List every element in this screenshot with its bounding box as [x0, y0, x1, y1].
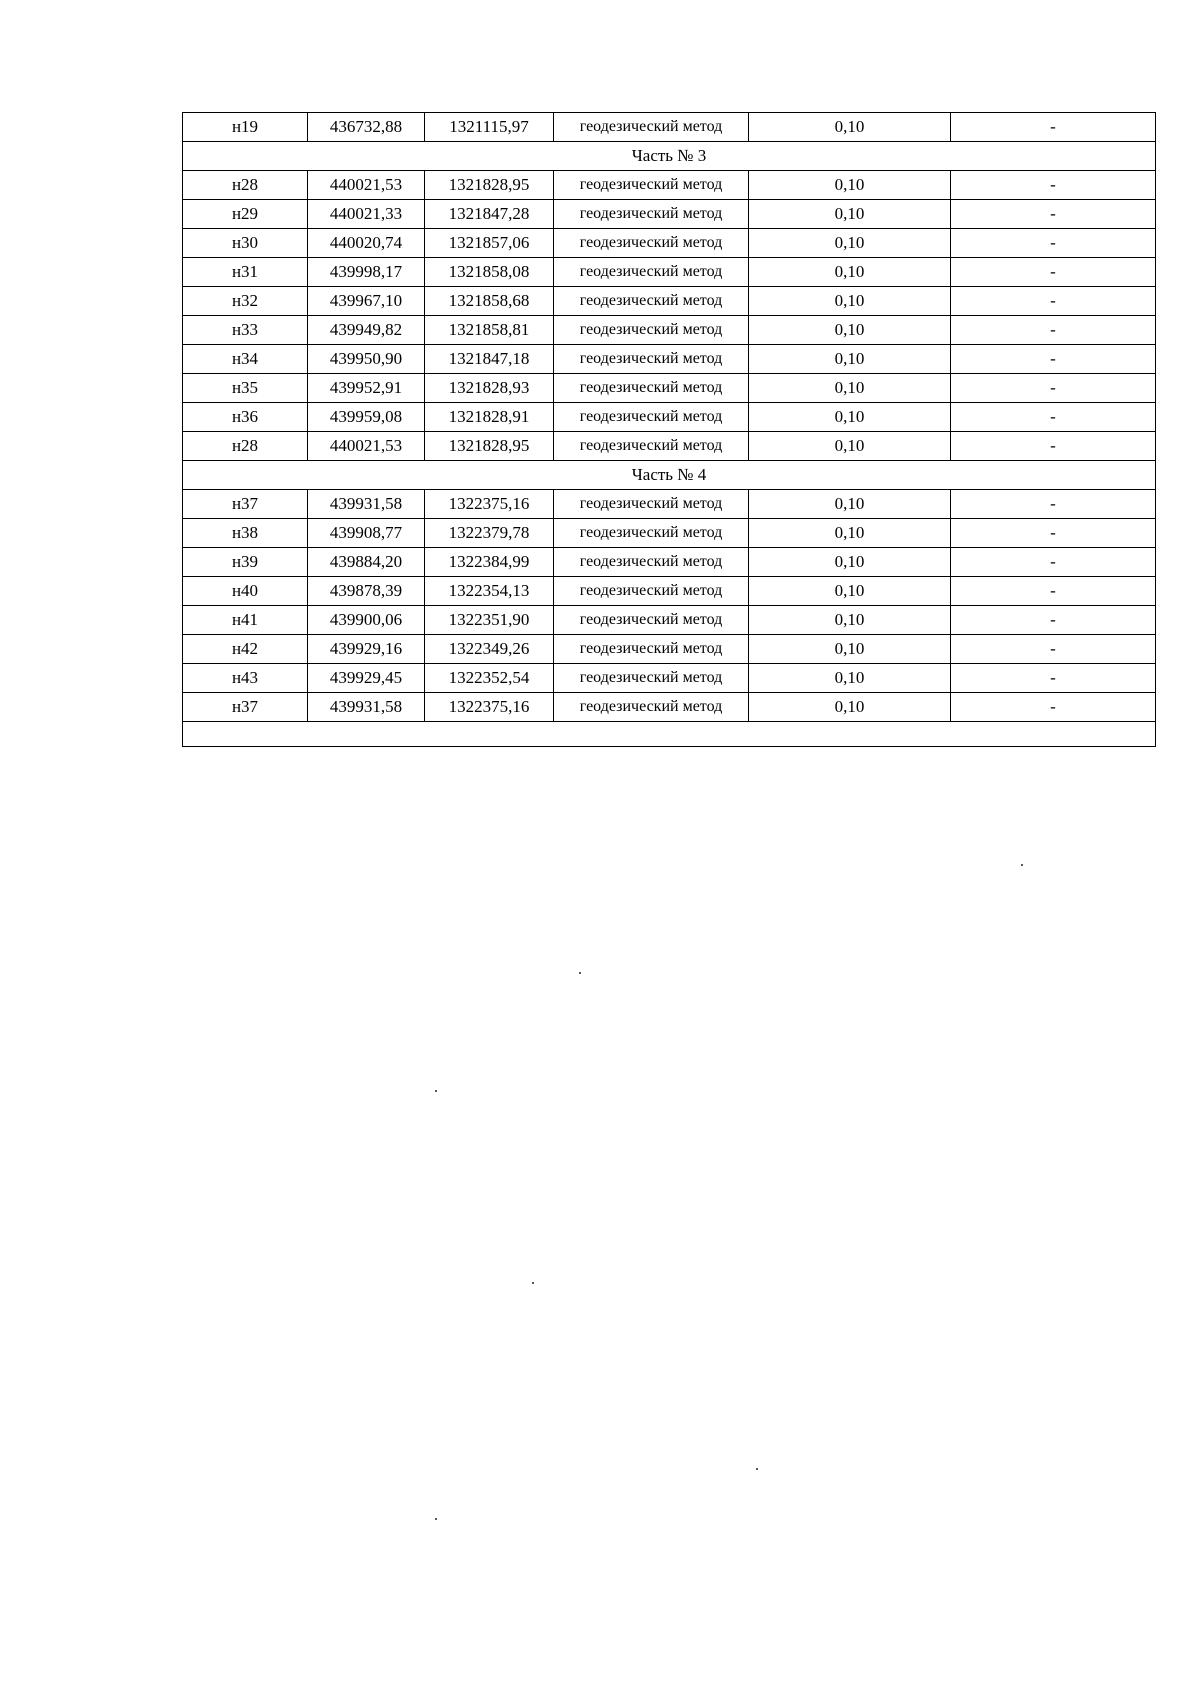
- method-cell: геодезический метод: [554, 519, 749, 548]
- table-row: [183, 693, 1156, 722]
- x-coordinate-cell: 439952,91: [308, 374, 425, 403]
- x-coordinate-cell: 440021,33: [308, 200, 425, 229]
- table-row: [183, 258, 1156, 287]
- y-coordinate-cell: 1321847,28: [425, 200, 554, 229]
- note-cell: -: [951, 432, 1156, 461]
- x-coordinate-cell: 439884,20: [308, 548, 425, 577]
- accuracy-cell: 0,10: [749, 577, 951, 606]
- note-cell: -: [951, 258, 1156, 287]
- table-row: [183, 229, 1156, 258]
- x-coordinate-cell: 439900,06: [308, 606, 425, 635]
- y-coordinate-cell: 1321115,97: [425, 113, 554, 142]
- scan-speck: [532, 1282, 534, 1284]
- table-row: [183, 519, 1156, 548]
- method-cell: геодезический метод: [554, 606, 749, 635]
- method-cell: геодезический метод: [554, 258, 749, 287]
- y-coordinate-cell: 1321858,08: [425, 258, 554, 287]
- x-coordinate-cell: 439908,77: [308, 519, 425, 548]
- point-id-cell: н35: [183, 374, 308, 403]
- accuracy-cell: 0,10: [749, 113, 951, 142]
- accuracy-cell: 0,10: [749, 606, 951, 635]
- point-id-cell: н19: [183, 113, 308, 142]
- y-coordinate-cell: 1322354,13: [425, 577, 554, 606]
- table-row: [183, 635, 1156, 664]
- y-coordinate-cell: 1322349,26: [425, 635, 554, 664]
- accuracy-cell: 0,10: [749, 229, 951, 258]
- y-coordinate-cell: 1322351,90: [425, 606, 554, 635]
- method-cell: геодезический метод: [554, 200, 749, 229]
- point-id-cell: н31: [183, 258, 308, 287]
- table-row: [183, 345, 1156, 374]
- point-id-cell: н33: [183, 316, 308, 345]
- x-coordinate-cell: 436732,88: [308, 113, 425, 142]
- table-row: [183, 548, 1156, 577]
- x-coordinate-cell: 439967,10: [308, 287, 425, 316]
- point-id-cell: н36: [183, 403, 308, 432]
- y-coordinate-cell: 1322384,99: [425, 548, 554, 577]
- table-row: [183, 287, 1156, 316]
- accuracy-cell: 0,10: [749, 374, 951, 403]
- point-id-cell: н43: [183, 664, 308, 693]
- y-coordinate-cell: 1321828,95: [425, 432, 554, 461]
- note-cell: -: [951, 229, 1156, 258]
- table-row: [183, 403, 1156, 432]
- method-cell: геодезический метод: [554, 287, 749, 316]
- y-coordinate-cell: 1321858,81: [425, 316, 554, 345]
- x-coordinate-cell: 439931,58: [308, 693, 425, 722]
- note-cell: -: [951, 113, 1156, 142]
- y-coordinate-cell: 1322352,54: [425, 664, 554, 693]
- accuracy-cell: 0,10: [749, 664, 951, 693]
- accuracy-cell: 0,10: [749, 200, 951, 229]
- y-coordinate-cell: 1322375,16: [425, 693, 554, 722]
- scan-speck: [1021, 864, 1023, 866]
- section-header-row: [183, 142, 1156, 171]
- section-title: Часть № 3: [183, 142, 1156, 171]
- method-cell: геодезический метод: [554, 345, 749, 374]
- point-id-cell: н28: [183, 171, 308, 200]
- note-cell: -: [951, 519, 1156, 548]
- scan-speck: [579, 972, 581, 974]
- scan-speck: [435, 1090, 437, 1092]
- point-id-cell: н30: [183, 229, 308, 258]
- method-cell: геодезический метод: [554, 664, 749, 693]
- x-coordinate-cell: 439959,08: [308, 403, 425, 432]
- method-cell: геодезический метод: [554, 490, 749, 519]
- section-header-row: [183, 461, 1156, 490]
- accuracy-cell: 0,10: [749, 519, 951, 548]
- accuracy-cell: 0,10: [749, 490, 951, 519]
- accuracy-cell: 0,10: [749, 316, 951, 345]
- coordinates-table-body: [183, 113, 1156, 747]
- table-row: [183, 577, 1156, 606]
- note-cell: -: [951, 374, 1156, 403]
- note-cell: -: [951, 345, 1156, 374]
- method-cell: геодезический метод: [554, 316, 749, 345]
- note-cell: -: [951, 490, 1156, 519]
- x-coordinate-cell: 439949,82: [308, 316, 425, 345]
- table-row: [183, 171, 1156, 200]
- point-id-cell: н41: [183, 606, 308, 635]
- point-id-cell: н37: [183, 490, 308, 519]
- accuracy-cell: 0,10: [749, 432, 951, 461]
- x-coordinate-cell: 439878,39: [308, 577, 425, 606]
- note-cell: -: [951, 171, 1156, 200]
- point-id-cell: н28: [183, 432, 308, 461]
- section-title: Часть № 4: [183, 461, 1156, 490]
- point-id-cell: н37: [183, 693, 308, 722]
- point-id-cell: н34: [183, 345, 308, 374]
- x-coordinate-cell: 440020,74: [308, 229, 425, 258]
- method-cell: геодезический метод: [554, 432, 749, 461]
- method-cell: геодезический метод: [554, 171, 749, 200]
- y-coordinate-cell: 1321828,93: [425, 374, 554, 403]
- method-cell: геодезический метод: [554, 374, 749, 403]
- accuracy-cell: 0,10: [749, 287, 951, 316]
- accuracy-cell: 0,10: [749, 548, 951, 577]
- note-cell: -: [951, 577, 1156, 606]
- table-row: [183, 432, 1156, 461]
- x-coordinate-cell: 440021,53: [308, 432, 425, 461]
- table-row: [183, 316, 1156, 345]
- note-cell: -: [951, 200, 1156, 229]
- note-cell: -: [951, 606, 1156, 635]
- x-coordinate-cell: 439931,58: [308, 490, 425, 519]
- method-cell: геодезический метод: [554, 635, 749, 664]
- empty-row: [183, 722, 1156, 747]
- table-row: [183, 490, 1156, 519]
- note-cell: -: [951, 403, 1156, 432]
- table-row: [183, 113, 1156, 142]
- method-cell: геодезический метод: [554, 403, 749, 432]
- method-cell: геодезический метод: [554, 548, 749, 577]
- accuracy-cell: 0,10: [749, 693, 951, 722]
- method-cell: геодезический метод: [554, 693, 749, 722]
- x-coordinate-cell: 439950,90: [308, 345, 425, 374]
- y-coordinate-cell: 1321858,68: [425, 287, 554, 316]
- accuracy-cell: 0,10: [749, 635, 951, 664]
- coordinates-table: [182, 112, 1156, 747]
- y-coordinate-cell: 1321828,91: [425, 403, 554, 432]
- point-id-cell: н42: [183, 635, 308, 664]
- x-coordinate-cell: 439998,17: [308, 258, 425, 287]
- method-cell: геодезический метод: [554, 113, 749, 142]
- table-row: [183, 606, 1156, 635]
- y-coordinate-cell: 1321847,18: [425, 345, 554, 374]
- note-cell: -: [951, 316, 1156, 345]
- point-id-cell: н29: [183, 200, 308, 229]
- note-cell: -: [951, 664, 1156, 693]
- note-cell: -: [951, 693, 1156, 722]
- point-id-cell: н40: [183, 577, 308, 606]
- y-coordinate-cell: 1322375,16: [425, 490, 554, 519]
- note-cell: -: [951, 635, 1156, 664]
- accuracy-cell: 0,10: [749, 258, 951, 287]
- method-cell: геодезический метод: [554, 229, 749, 258]
- table-row: [183, 200, 1156, 229]
- coordinates-table-container: [182, 112, 1155, 747]
- scan-speck: [756, 1468, 758, 1470]
- table-row: [183, 664, 1156, 693]
- x-coordinate-cell: 440021,53: [308, 171, 425, 200]
- point-id-cell: н39: [183, 548, 308, 577]
- point-id-cell: н38: [183, 519, 308, 548]
- x-coordinate-cell: 439929,16: [308, 635, 425, 664]
- y-coordinate-cell: 1322379,78: [425, 519, 554, 548]
- table-row: [183, 374, 1156, 403]
- accuracy-cell: 0,10: [749, 171, 951, 200]
- note-cell: -: [951, 548, 1156, 577]
- y-coordinate-cell: 1321857,06: [425, 229, 554, 258]
- x-coordinate-cell: 439929,45: [308, 664, 425, 693]
- empty-cell: [183, 722, 1156, 747]
- point-id-cell: н32: [183, 287, 308, 316]
- scan-speck: [435, 1518, 437, 1520]
- accuracy-cell: 0,10: [749, 345, 951, 374]
- accuracy-cell: 0,10: [749, 403, 951, 432]
- method-cell: геодезический метод: [554, 577, 749, 606]
- y-coordinate-cell: 1321828,95: [425, 171, 554, 200]
- note-cell: -: [951, 287, 1156, 316]
